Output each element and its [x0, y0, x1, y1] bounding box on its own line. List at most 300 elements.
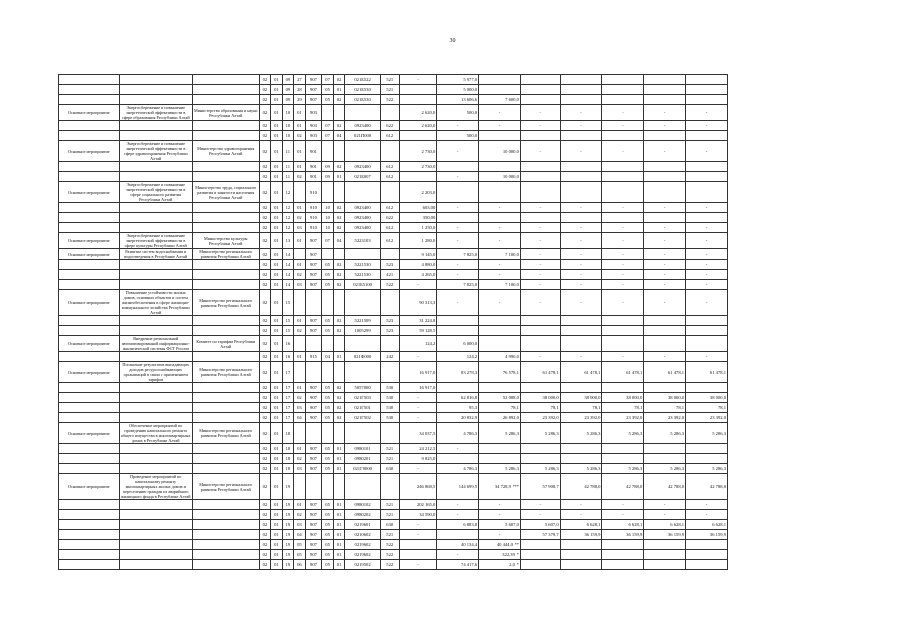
- table-row: [59, 550, 728, 560]
- code-cell: 04: [294, 530, 305, 540]
- row-label: [59, 560, 120, 570]
- code-cell: 01: [294, 203, 305, 213]
- value-cell: 7 100,0: [479, 280, 521, 290]
- code-cell: 907: [305, 233, 322, 249]
- value-cell: -: [560, 223, 602, 233]
- value-cell: [520, 75, 560, 85]
- code-cell: 0219601: [345, 520, 381, 530]
- code-cell: [345, 141, 381, 162]
- code-cell: 19: [282, 560, 293, 570]
- row-label: Основное мероприятие: [59, 290, 120, 316]
- code-cell: 523: [380, 326, 399, 336]
- code-cell: 02: [259, 560, 270, 570]
- value-cell: [520, 95, 560, 105]
- value-cell: 42 788,0: [602, 474, 644, 500]
- value-cell: [520, 560, 560, 570]
- table-row: [59, 131, 728, 141]
- value-cell: [399, 550, 437, 560]
- code-cell: 02: [259, 423, 270, 444]
- value-cell: [520, 540, 560, 550]
- code-cell: 907: [305, 95, 322, 105]
- value-cell: [686, 213, 728, 223]
- value-cell: 2 620,0: [399, 105, 437, 121]
- value-cell: 5 286,3: [520, 464, 560, 474]
- table-row: [59, 413, 728, 423]
- code-cell: 01: [271, 393, 282, 403]
- code-cell: 021Г501: [345, 403, 381, 413]
- code-cell: 01: [294, 233, 305, 249]
- value-cell: 2 730,0: [399, 162, 437, 172]
- value-cell: 124,2: [399, 336, 437, 352]
- program-name: Энергосбережение и повышение энергетической эффективности в сфере образования Республики Алтай: [119, 105, 192, 121]
- code-cell: 18: [282, 423, 293, 444]
- code-cell: 02: [259, 223, 270, 233]
- code-cell: 01: [271, 213, 282, 223]
- value-cell: -: [520, 121, 560, 131]
- value-cell: [560, 326, 602, 336]
- code-cell: 02: [259, 182, 270, 203]
- value-cell: -: [560, 510, 602, 520]
- ministry-name: [192, 464, 259, 474]
- code-cell: 04: [333, 131, 344, 141]
- code-cell: 09: [282, 85, 293, 95]
- table-row: [59, 260, 728, 270]
- value-cell: 4 265,0: [399, 270, 437, 280]
- value-cell: -: [520, 233, 560, 249]
- value-cell: [686, 131, 728, 141]
- code-cell: 01: [271, 290, 282, 316]
- value-cell: [479, 182, 521, 203]
- value-cell: [479, 560, 521, 570]
- program-name: [119, 85, 192, 95]
- value-cell: -: [644, 121, 686, 131]
- value-cell: -: [686, 249, 728, 260]
- ministry-name: [192, 454, 259, 464]
- code-cell: 07: [322, 233, 333, 249]
- code-cell: 05: [322, 510, 333, 520]
- value-cell: -: [437, 172, 479, 182]
- value-cell: 10 000,0: [479, 141, 521, 162]
- code-cell: 521: [380, 85, 399, 95]
- value-cell: -: [479, 121, 521, 131]
- value-cell: 4 786,3: [437, 464, 479, 474]
- program-name: [119, 223, 192, 233]
- code-cell: 01: [271, 362, 282, 383]
- footnote-mark: **: [514, 542, 519, 547]
- value-cell: [644, 454, 686, 464]
- code-cell: 05: [322, 550, 333, 560]
- value-cell: -: [644, 203, 686, 213]
- program-name: [119, 326, 192, 336]
- code-cell: 01: [271, 85, 282, 95]
- value-cell: 144 699,5: [437, 474, 479, 500]
- code-cell: [380, 290, 399, 316]
- value-cell: 5 286,3: [644, 423, 686, 444]
- value-cell: [560, 336, 602, 352]
- code-cell: 02: [259, 95, 270, 105]
- code-cell: 12: [282, 213, 293, 223]
- code-cell: 05: [322, 85, 333, 95]
- value-cell: -: [602, 260, 644, 270]
- value-cell: 78,1: [560, 403, 602, 413]
- table-row: [59, 383, 728, 393]
- code-cell: [322, 474, 333, 500]
- value-cell: -: [437, 444, 479, 454]
- code-cell: 021Б530: [345, 85, 381, 95]
- value-cell: 23 392,0: [520, 413, 560, 423]
- code-cell: 05: [322, 464, 333, 474]
- table-row: [59, 474, 728, 500]
- program-name: [119, 413, 192, 423]
- value-text: 322,39: [502, 552, 515, 557]
- code-cell: 0980201: [345, 454, 381, 464]
- value-cell: 2 620,0: [399, 121, 437, 131]
- value-cell: 5 286,3: [520, 423, 560, 444]
- table-row: [59, 233, 728, 249]
- value-cell: [644, 172, 686, 182]
- program-name: [119, 510, 192, 520]
- code-cell: 01: [271, 233, 282, 249]
- footnote-mark: *: [516, 552, 519, 557]
- code-cell: 02: [333, 403, 344, 413]
- table-body: [59, 75, 728, 570]
- code-cell: 05: [322, 326, 333, 336]
- code-cell: [322, 182, 333, 203]
- footnote-mark: *: [516, 562, 519, 567]
- value-cell: 26 892,0: [479, 413, 521, 423]
- ministry-name: [192, 203, 259, 213]
- table-row: [59, 75, 728, 85]
- code-cell: 02: [259, 413, 270, 423]
- program-name: [119, 352, 192, 362]
- code-cell: 021Б530: [345, 95, 381, 105]
- code-cell: 01: [271, 423, 282, 444]
- value-cell: 13 606,6: [437, 95, 479, 105]
- code-cell: [380, 105, 399, 121]
- code-cell: 02: [333, 223, 344, 233]
- value-cell: 5 286,3: [602, 464, 644, 474]
- value-cell: 78,1: [602, 403, 644, 413]
- value-cell: [520, 131, 560, 141]
- ministry-name: Министерство труда, социального развития и занятости населения Республики Алтай: [192, 182, 259, 203]
- code-cell: 907: [305, 260, 322, 270]
- code-cell: 04: [294, 413, 305, 423]
- value-cell: [520, 213, 560, 223]
- code-cell: 021П000: [345, 131, 381, 141]
- code-cell: 10: [282, 121, 293, 131]
- row-label: [59, 203, 120, 213]
- value-cell: [644, 182, 686, 203]
- code-cell: 01: [271, 223, 282, 233]
- value-cell: [560, 454, 602, 464]
- value-cell: [560, 316, 602, 326]
- code-cell: 02: [259, 520, 270, 530]
- row-label: [59, 316, 120, 326]
- code-cell: [305, 290, 322, 316]
- code-cell: 12: [282, 223, 293, 233]
- value-cell: -: [644, 223, 686, 233]
- code-cell: 01: [333, 520, 344, 530]
- code-cell: 907: [305, 454, 322, 464]
- value-cell: [479, 474, 521, 500]
- code-cell: 01: [294, 500, 305, 510]
- code-cell: [380, 141, 399, 162]
- value-cell: [602, 326, 644, 336]
- code-cell: [380, 362, 399, 383]
- code-cell: 021Б522: [345, 75, 381, 85]
- code-cell: 01: [333, 444, 344, 454]
- code-cell: [322, 249, 333, 260]
- value-cell: [686, 75, 728, 85]
- footnote-mark: ***: [512, 484, 519, 489]
- value-cell: -: [686, 510, 728, 520]
- value-cell: -: [644, 260, 686, 270]
- code-cell: [345, 336, 381, 352]
- code-cell: 05: [322, 444, 333, 454]
- value-cell: 57 908,7: [520, 474, 560, 500]
- program-name: Энергосбережение и повышение энергетической эффективности в сфере здравоохранения Республики Алтай: [119, 141, 192, 162]
- code-cell: 14: [282, 280, 293, 290]
- code-cell: 13: [282, 233, 293, 249]
- code-cell: 02: [259, 75, 270, 85]
- value-text: 2,0: [509, 562, 515, 567]
- code-cell: 901: [305, 172, 322, 182]
- code-cell: 12: [282, 203, 293, 213]
- code-cell: 01: [271, 474, 282, 500]
- value-cell: -: [437, 500, 479, 510]
- table-row: [59, 454, 728, 464]
- code-cell: 15: [282, 290, 293, 316]
- row-label: [59, 270, 120, 280]
- value-cell: [602, 316, 644, 326]
- code-cell: 05: [294, 550, 305, 560]
- code-cell: 01: [333, 560, 344, 570]
- code-cell: 02: [259, 316, 270, 326]
- code-cell: 03: [294, 520, 305, 530]
- code-cell: 01: [294, 444, 305, 454]
- value-cell: 5 977,0: [437, 75, 479, 85]
- table-row: [59, 141, 728, 162]
- ministry-name: [192, 540, 259, 550]
- code-cell: 521: [380, 500, 399, 510]
- value-cell: [479, 213, 521, 223]
- value-cell: 124,2: [437, 352, 479, 362]
- code-cell: 05: [322, 280, 333, 290]
- ministry-name: [192, 413, 259, 423]
- code-cell: 02: [294, 172, 305, 182]
- code-cell: 01: [294, 141, 305, 162]
- code-cell: 01: [271, 500, 282, 510]
- value-cell: [520, 182, 560, 203]
- value-cell: -: [560, 290, 602, 316]
- value-cell: [686, 454, 728, 464]
- value-cell: -: [602, 249, 644, 260]
- code-cell: 5221530: [345, 270, 381, 280]
- value-cell: [602, 444, 644, 454]
- value-cell: 31 224,8: [399, 316, 437, 326]
- code-cell: 612: [380, 172, 399, 182]
- code-cell: 907: [305, 326, 322, 336]
- code-cell: [305, 474, 322, 500]
- value-cell: -: [686, 352, 728, 362]
- code-cell: [294, 290, 305, 316]
- code-cell: 02: [294, 213, 305, 223]
- value-cell: [399, 172, 437, 182]
- code-cell: 02: [333, 326, 344, 336]
- value-cell: -: [479, 233, 521, 249]
- value-cell: [686, 560, 728, 570]
- code-cell: 907: [305, 413, 322, 423]
- code-cell: 522: [380, 280, 399, 290]
- value-cell: -: [399, 393, 437, 403]
- code-cell: 01: [271, 383, 282, 393]
- code-cell: 11: [282, 172, 293, 182]
- value-cell: 500,0: [437, 131, 479, 141]
- program-name: Повышение устойчивости жилых домов, основных объектов и систем жизнеобеспечения в сфере жилищно-коммунального хозяйства Республики Алтай: [119, 290, 192, 316]
- code-cell: 915: [305, 352, 322, 362]
- value-cell: 78,1: [479, 403, 521, 413]
- table-row: [59, 444, 728, 454]
- value-cell: 36 159,9: [686, 530, 728, 540]
- code-cell: 10: [282, 105, 293, 121]
- code-cell: 05: [322, 500, 333, 510]
- value-cell: [560, 162, 602, 172]
- ministry-name: [192, 393, 259, 403]
- row-label: [59, 75, 120, 85]
- value-cell: 95,3: [437, 403, 479, 413]
- value-cell: [644, 444, 686, 454]
- code-cell: 19: [282, 520, 293, 530]
- program-name: [119, 464, 192, 474]
- code-cell: 02: [333, 162, 344, 172]
- value-cell: [437, 162, 479, 172]
- value-cell: 10 000,0: [479, 172, 521, 182]
- code-cell: 29: [294, 95, 305, 105]
- code-cell: 0923400: [345, 162, 381, 172]
- code-cell: 907: [305, 270, 322, 280]
- value-cell: -: [644, 290, 686, 316]
- code-cell: 5057000: [345, 383, 381, 393]
- code-cell: 01: [333, 172, 344, 182]
- code-cell: 02: [294, 326, 305, 336]
- program-name: Проведение мероприятий по капитальному ремонту многоквартирных жилых домов и переселению граждан из аварийного жилищного фонда в Республике Алтай: [120, 474, 191, 499]
- value-cell: -: [686, 500, 728, 510]
- code-cell: 01: [294, 162, 305, 172]
- program-name: Внедрение региональной автоматизированной информационно-аналитической системы ФСТ России: [119, 336, 192, 352]
- table-row: [59, 172, 728, 182]
- code-cell: 02: [259, 352, 270, 362]
- value-cell: [686, 172, 728, 182]
- value-cell: -: [602, 141, 644, 162]
- table-row: [59, 85, 728, 95]
- code-cell: [294, 336, 305, 352]
- value-cell: 7 825,0: [437, 249, 479, 260]
- value-cell: 36 159,9: [560, 530, 602, 540]
- value-cell: 4 880,0: [399, 260, 437, 270]
- code-cell: 01: [333, 530, 344, 540]
- code-cell: 03: [294, 403, 305, 413]
- value-cell: 38 000,0: [686, 393, 728, 403]
- code-cell: 907: [305, 510, 322, 520]
- code-cell: 05: [322, 95, 333, 105]
- table-row: [59, 270, 728, 280]
- value-cell: 2 203,0: [399, 182, 437, 203]
- code-cell: 021Г503: [345, 393, 381, 403]
- value-cell: 42 788,0: [560, 474, 602, 500]
- code-cell: 907: [305, 393, 322, 403]
- code-cell: 02: [259, 290, 270, 316]
- code-cell: 02: [333, 213, 344, 223]
- code-cell: 01: [271, 162, 282, 172]
- program-name: [119, 213, 192, 223]
- value-cell: -: [602, 203, 644, 213]
- code-cell: 612: [380, 162, 399, 172]
- code-cell: [333, 105, 344, 121]
- value-cell: -: [437, 233, 479, 249]
- code-cell: 02: [259, 141, 270, 162]
- value-cell: -: [560, 203, 602, 213]
- code-cell: 05: [322, 540, 333, 550]
- value-cell: 34 590,0: [399, 510, 437, 520]
- value-cell: -: [437, 550, 479, 560]
- code-cell: 10: [322, 223, 333, 233]
- value-cell: -: [686, 223, 728, 233]
- code-cell: 17: [282, 403, 293, 413]
- code-cell: [333, 141, 344, 162]
- code-cell: 01: [333, 85, 344, 95]
- code-cell: 02: [259, 172, 270, 182]
- value-cell: -: [686, 203, 728, 213]
- value-cell: -: [479, 105, 521, 121]
- code-cell: 521: [380, 444, 399, 454]
- value-cell: [602, 454, 644, 464]
- code-cell: 612: [380, 233, 399, 249]
- value-cell: -: [560, 260, 602, 270]
- value-cell: -: [560, 500, 602, 510]
- ministry-name: [192, 131, 259, 141]
- table-row: [59, 95, 728, 105]
- table-row: [59, 162, 728, 172]
- value-cell: -: [560, 233, 602, 249]
- value-cell: 40 134,4: [437, 540, 479, 550]
- value-cell: -: [399, 560, 437, 570]
- code-cell: 05: [322, 403, 333, 413]
- code-cell: 5221530: [345, 260, 381, 270]
- code-cell: 02: [333, 413, 344, 423]
- value-cell: -: [686, 141, 728, 162]
- code-cell: 02: [333, 121, 344, 131]
- code-cell: 01: [271, 182, 282, 203]
- row-label: [59, 213, 120, 223]
- value-cell: 61 478,1: [520, 362, 560, 383]
- value-cell: -: [560, 280, 602, 290]
- value-cell: 36 159,9: [644, 530, 686, 540]
- value-cell: [644, 85, 686, 95]
- code-cell: 02: [259, 213, 270, 223]
- code-cell: [333, 423, 344, 444]
- value-cell: 5 286,3: [479, 464, 521, 474]
- row-label: Основное мероприятие: [59, 423, 120, 444]
- code-cell: 521: [380, 530, 399, 540]
- value-cell: -: [479, 500, 521, 510]
- table-row: [59, 223, 728, 233]
- code-cell: 01: [271, 75, 282, 85]
- value-cell: -: [520, 260, 560, 270]
- row-label: Основное мероприятие: [59, 105, 120, 121]
- code-cell: 522: [380, 540, 399, 550]
- code-cell: 02: [259, 500, 270, 510]
- row-label: Основное мероприятие: [59, 336, 120, 352]
